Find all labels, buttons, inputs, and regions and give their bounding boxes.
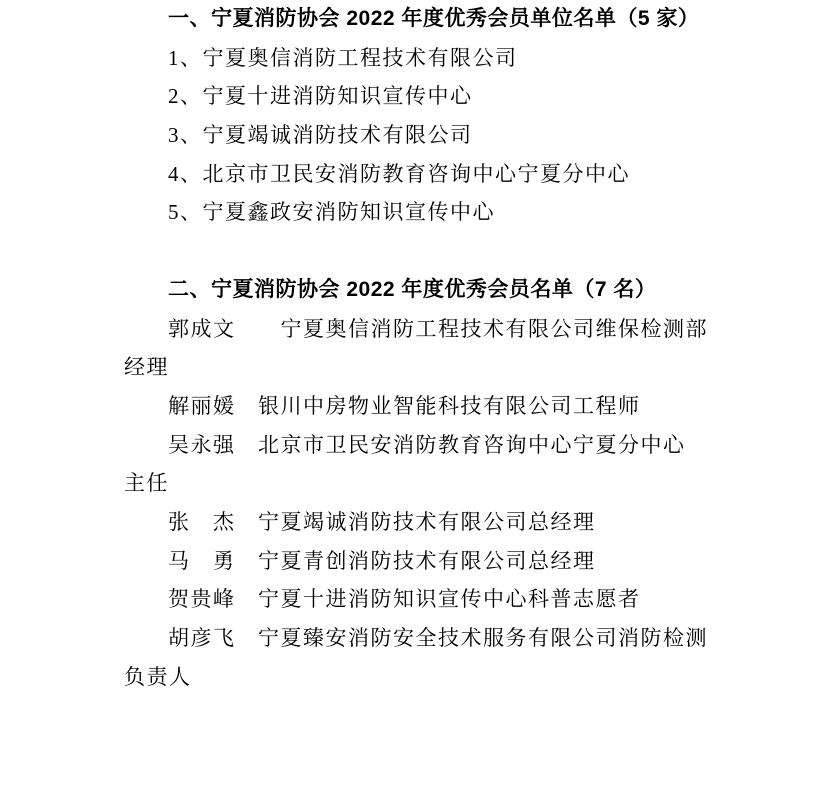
text-line: 负责人 [124,664,192,689]
text-line: 郭成文 宁夏奥信消防工程技术有限公司维保检测部 [168,316,708,341]
text-line: 1、宁夏奥信消防工程技术有限公司 [168,45,518,70]
text-line: 张 杰 宁夏竭诚消防技术有限公司总经理 [168,509,596,534]
blank-line [124,232,702,271]
text-line: 3、宁夏竭诚消防技术有限公司 [168,123,473,148]
text-line: 贺贵峰 宁夏十进消防知识宣传中心科普志愿者 [168,587,641,612]
text-line: 吴永强 北京市卫民安消防教育咨询中心宁夏分中心 [168,432,686,457]
text-line: 2、宁夏十进消防知识宣传中心 [168,84,473,109]
text-line: 解丽媛 银川中房物业智能科技有限公司工程师 [168,393,641,418]
text-line: 5、宁夏鑫政安消防知识宣传中心 [168,200,495,225]
section-heading: 二、宁夏消防协会 2022 年度优秀会员名单（7 名） [168,277,657,301]
section-heading: 一、宁夏消防协会 2022 年度优秀会员单位名单（5 家） [168,7,700,30]
text-line: 马 勇 宁夏青创消防技术有限公司总经理 [168,548,596,573]
text-line: 胡彦飞 宁夏臻安消防安全技术服务有限公司消防检测 [168,626,708,650]
text-line: 主任 [124,471,169,496]
text-line: 4、北京市卫民安消防教育咨询中心宁夏分中心 [168,161,630,186]
text-line: 经理 [124,355,169,380]
